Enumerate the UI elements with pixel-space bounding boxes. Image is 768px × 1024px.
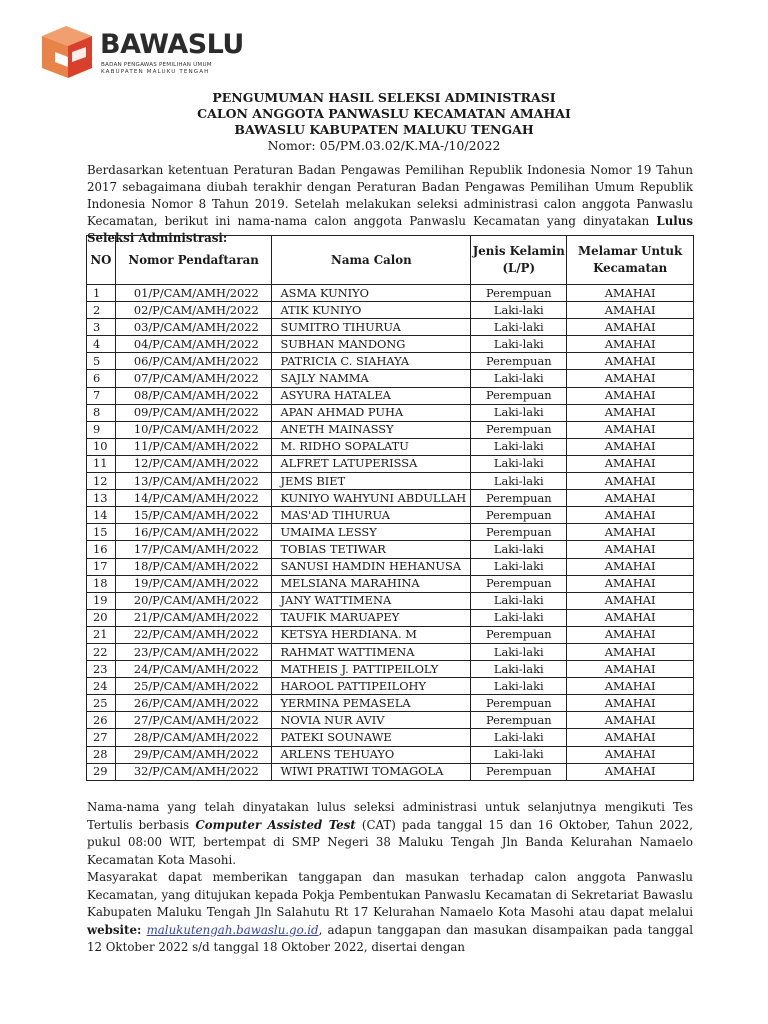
gender-cell: Laki-laki [471,319,567,336]
intro-bold-text: Lulus Seleksi Administrasi: [87,214,693,245]
district-cell: AMAHAI [567,609,694,626]
title-line-2: CALON ANGGOTA PANWASLU KECAMATAN AMAHAI [197,106,571,121]
row-number-cell: 29 [87,763,116,780]
registration-number-cell: 17/P/CAM/AMH/2022 [115,541,272,558]
district-cell: AMAHAI [567,541,694,558]
candidate-name-cell: APAN AHMAD PUHA [272,404,471,421]
district-cell: AMAHAI [567,626,694,643]
row-number-cell: 7 [87,387,116,404]
row-number-cell: 1 [87,285,116,302]
table-row [87,473,694,490]
table-row [87,643,694,660]
district-cell: AMAHAI [567,490,694,507]
registration-number-cell: 23/P/CAM/AMH/2022 [115,643,272,660]
table-row [87,404,694,421]
district-cell: AMAHAI [567,473,694,490]
district-cell: AMAHAI [567,455,694,472]
gender-cell: Perempuan [471,490,567,507]
candidate-name-cell: HAROOL PATTIPEILOHY [272,678,471,695]
registration-number-cell: 07/P/CAM/AMH/2022 [115,370,272,387]
gender-cell: Laki-laki [471,473,567,490]
bawaslu-emblem-icon [38,22,96,80]
candidate-name-cell: RAHMAT WATTIMENA [272,643,471,660]
closing-text [87,799,693,957]
row-number-cell: 27 [87,729,116,746]
logo-name: BAWASLU [100,29,244,60]
gender-cell: Laki-laki [471,661,567,678]
table-row [87,507,694,524]
table-row [87,558,694,575]
candidate-name-cell: TOBIAS TETIWAR [272,541,471,558]
district-cell: AMAHAI [567,319,694,336]
gender-cell: Laki-laki [471,455,567,472]
row-number-cell: 24 [87,678,116,695]
row-number-cell: 3 [87,319,116,336]
row-number-cell: 4 [87,336,116,353]
closing-p2-text-a: Masyarakat dapat memberikan tanggapan dan masukan terhadap calon anggota Panwaslu Kecamatan, yang ditujukan kepada Pokja Pembentukan Panwaslu Kecamatan di Sekretariat Bawaslu Kabupaten Maluku Tengah Jln Salahutu Rt 17 Kelurahan Namaelo Kota Masohi atau dapat melalui [87,870,693,919]
gender-cell: Laki-laki [471,592,567,609]
gender-cell: Perempuan [471,626,567,643]
registration-number-cell: 32/P/CAM/AMH/2022 [115,763,272,780]
table-row [87,370,694,387]
district-cell: AMAHAI [567,507,694,524]
table-row [87,626,694,643]
district-cell: AMAHAI [567,592,694,609]
table-row [87,729,694,746]
table-row [87,661,694,678]
closing-paragraph-1 [87,799,693,869]
row-number-cell: 20 [87,609,116,626]
row-number-cell: 2 [87,302,116,319]
logo-subtitle-region: KABUPATEN MALUKU TENGAH [101,69,210,75]
candidate-name-cell: ARLENS TEHUAYO [272,746,471,763]
gender-cell: Laki-laki [471,438,567,455]
logo-subtitle-agency: BADAN PENGAWAS PEMILIHAN UMUM [101,62,212,68]
row-number-cell: 11 [87,455,116,472]
candidate-name-cell: JANY WATTIMENA [272,592,471,609]
district-cell: AMAHAI [567,421,694,438]
district-cell: AMAHAI [567,643,694,660]
district-cell: AMAHAI [567,558,694,575]
candidate-name-cell: TAUFIK MARUAPEY [272,609,471,626]
gender-cell: Perempuan [471,421,567,438]
registration-number-cell: 28/P/CAM/AMH/2022 [115,729,272,746]
registration-number-cell: 11/P/CAM/AMH/2022 [115,438,272,455]
header-registration-number: Nomor Pendaftaran [115,236,272,285]
gender-cell: Laki-laki [471,558,567,575]
district-cell: AMAHAI [567,746,694,763]
candidate-name-cell: SANUSI HAMDIN HEHANUSA [272,558,471,575]
closing-p1-cat: Computer Assisted Test [195,817,356,832]
table-row [87,712,694,729]
district-cell: AMAHAI [567,678,694,695]
header-district: Melamar Untuk Kecamatan [567,236,694,285]
header-no: NO [87,236,116,285]
district-cell: AMAHAI [567,353,694,370]
district-cell: AMAHAI [567,285,694,302]
closing-p2-website-label: website: [87,922,142,937]
candidate-name-cell: KUNIYO WAHYUNI ABDULLAH [272,490,471,507]
gender-cell: Laki-laki [471,729,567,746]
registration-number-cell: 20/P/CAM/AMH/2022 [115,592,272,609]
row-number-cell: 25 [87,695,116,712]
registration-number-cell: 10/P/CAM/AMH/2022 [115,421,272,438]
candidate-name-cell: ASMA KUNIYO [272,285,471,302]
row-number-cell: 10 [87,438,116,455]
district-cell: AMAHAI [567,524,694,541]
table-row [87,319,694,336]
candidate-name-cell: MAS'AD TIHURUA [272,507,471,524]
district-cell: AMAHAI [567,661,694,678]
gender-cell: Perempuan [471,695,567,712]
candidate-name-cell: SUBHAN MANDONG [272,336,471,353]
candidate-table [86,235,694,781]
district-cell: AMAHAI [567,370,694,387]
gender-cell: Perempuan [471,524,567,541]
row-number-cell: 23 [87,661,116,678]
registration-number-cell: 01/P/CAM/AMH/2022 [115,285,272,302]
table-body [87,285,694,781]
gender-cell: Laki-laki [471,609,567,626]
candidate-name-cell: ATIK KUNIYO [272,302,471,319]
candidate-name-cell: JEMS BIET [272,473,471,490]
closing-p2-text-b: , adapun tanggapan dan masukan disampaikan pada tanggal 12 Oktober 2022 s/d tanggal 18 Oktober 2022, disertai dengan [87,922,694,954]
gender-cell: Laki-laki [471,404,567,421]
gender-cell: Laki-laki [471,302,567,319]
table-row [87,421,694,438]
district-cell: AMAHAI [567,438,694,455]
table-row [87,524,694,541]
candidate-name-cell: ANETH MAINASSY [272,421,471,438]
registration-number-cell: 24/P/CAM/AMH/2022 [115,661,272,678]
table-row [87,455,694,472]
gender-cell: Laki-laki [471,541,567,558]
website-link[interactable]: malukutengah.bawaslu.go.id [146,922,319,937]
table-row [87,285,694,302]
row-number-cell: 26 [87,712,116,729]
closing-p1-text-a: Nama-nama yang telah dinyatakan lulus seleksi administrasi untuk selanjutnya mengikuti Tes Tertulis berbasis [87,800,693,832]
table-row [87,763,694,780]
candidate-name-cell: SAJLY NAMMA [272,370,471,387]
gender-cell: Perempuan [471,763,567,780]
registration-number-cell: 08/P/CAM/AMH/2022 [115,387,272,404]
candidate-name-cell: NOVIA NUR AVIV [272,712,471,729]
candidate-name-cell: MATHEIS J. PATTIPEILOLY [272,661,471,678]
table-row [87,438,694,455]
row-number-cell: 14 [87,507,116,524]
candidate-name-cell: UMAIMA LESSY [272,524,471,541]
district-cell: AMAHAI [567,712,694,729]
candidate-name-cell: ASYURA HATALEA [272,387,471,404]
gender-cell: Perempuan [471,712,567,729]
row-number-cell: 16 [87,541,116,558]
row-number-cell: 22 [87,643,116,660]
document-number: Nomor: 05/PM.03.02/K.MA-/10/2022 [267,138,501,153]
district-cell: AMAHAI [567,729,694,746]
gender-cell: Laki-laki [471,336,567,353]
table-row [87,592,694,609]
candidate-name-cell: MELSIANA MARAHINA [272,575,471,592]
table-row [87,575,694,592]
row-number-cell: 9 [87,421,116,438]
row-number-cell: 5 [87,353,116,370]
registration-number-cell: 13/P/CAM/AMH/2022 [115,473,272,490]
row-number-cell: 21 [87,626,116,643]
gender-cell: Perempuan [471,575,567,592]
registration-number-cell: 18/P/CAM/AMH/2022 [115,558,272,575]
intro-text: Berdasarkan ketentuan Peraturan Badan Pengawas Pemilihan Republik Indonesia Nomor 19 Tahun 2017 sebagaimana diubah terakhir dengan Peraturan Badan Pengawas Pemilihan Umum Republik Indonesia Nomor 8 Tahun 2019. Setelah melakukan seleksi administrasi calon anggota Panwaslu Kecamatan, berikut ini nama-nama calon anggota Panwaslu Kecamatan yang dinyatakan [87,163,693,228]
candidate-name-cell: SUMITRO TIHURUA [272,319,471,336]
registration-number-cell: 22/P/CAM/AMH/2022 [115,626,272,643]
district-cell: AMAHAI [567,336,694,353]
registration-number-cell: 26/P/CAM/AMH/2022 [115,695,272,712]
district-cell: AMAHAI [567,575,694,592]
table-row [87,336,694,353]
title-line-3: BAWASLU KABUPATEN MALUKU TENGAH [234,122,534,137]
candidate-name-cell: ALFRET LATUPERISSA [272,455,471,472]
gender-cell: Laki-laki [471,643,567,660]
district-cell: AMAHAI [567,387,694,404]
candidate-name-cell: PATEKI SOUNAWE [272,729,471,746]
candidate-name-cell: PATRICIA C. SIAHAYA [272,353,471,370]
registration-number-cell: 21/P/CAM/AMH/2022 [115,609,272,626]
gender-cell: Laki-laki [471,678,567,695]
header-gender: Jenis Kelamin (L/P) [471,236,567,285]
registration-number-cell: 06/P/CAM/AMH/2022 [115,353,272,370]
district-cell: AMAHAI [567,404,694,421]
closing-p1-text-b: (CAT) pada tanggal 15 dan 16 Oktober, Tahun 2022, pukul 08:00 WIT, bertempat di SMP Negeri 38 Maluku Tengah Jln Banda Kelurahan Namaelo Kecamatan Kota Masohi. [87,817,694,867]
announcement-title [0,90,768,154]
gender-cell: Perempuan [471,353,567,370]
closing-paragraph-2 [87,869,693,957]
bawaslu-logo [38,20,244,82]
gender-cell: Laki-laki [471,370,567,387]
table-row [87,746,694,763]
registration-number-cell: 02/P/CAM/AMH/2022 [115,302,272,319]
gender-cell: Perempuan [471,507,567,524]
table-row [87,541,694,558]
table-row [87,302,694,319]
registration-number-cell: 29/P/CAM/AMH/2022 [115,746,272,763]
table-row [87,695,694,712]
row-number-cell: 12 [87,473,116,490]
gender-cell: Perempuan [471,387,567,404]
district-cell: AMAHAI [567,302,694,319]
row-number-cell: 8 [87,404,116,421]
registration-number-cell: 12/P/CAM/AMH/2022 [115,455,272,472]
row-number-cell: 18 [87,575,116,592]
candidate-name-cell: WIWI PRATIWI TOMAGOLA [272,763,471,780]
registration-number-cell: 27/P/CAM/AMH/2022 [115,712,272,729]
table-row [87,678,694,695]
registration-number-cell: 25/P/CAM/AMH/2022 [115,678,272,695]
row-number-cell: 19 [87,592,116,609]
table-row [87,609,694,626]
registration-number-cell: 09/P/CAM/AMH/2022 [115,404,272,421]
candidate-name-cell: M. RIDHO SOPALATU [272,438,471,455]
header-candidate-name: Nama Calon [272,236,471,285]
table-row [87,353,694,370]
gender-cell: Laki-laki [471,746,567,763]
row-number-cell: 17 [87,558,116,575]
table-row [87,490,694,507]
candidate-name-cell: KETSYA HERDIANA. M [272,626,471,643]
row-number-cell: 15 [87,524,116,541]
candidate-name-cell: YERMINA PEMASELA [272,695,471,712]
registration-number-cell: 16/P/CAM/AMH/2022 [115,524,272,541]
row-number-cell: 28 [87,746,116,763]
registration-number-cell: 19/P/CAM/AMH/2022 [115,575,272,592]
registration-number-cell: 03/P/CAM/AMH/2022 [115,319,272,336]
row-number-cell: 6 [87,370,116,387]
gender-cell: Perempuan [471,285,567,302]
row-number-cell: 13 [87,490,116,507]
table-header-row [87,236,694,285]
registration-number-cell: 15/P/CAM/AMH/2022 [115,507,272,524]
district-cell: AMAHAI [567,763,694,780]
registration-number-cell: 04/P/CAM/AMH/2022 [115,336,272,353]
table-row [87,387,694,404]
district-cell: AMAHAI [567,695,694,712]
registration-number-cell: 14/P/CAM/AMH/2022 [115,490,272,507]
title-line-1: PENGUMUMAN HASIL SELEKSI ADMINISTRASI [212,90,556,105]
